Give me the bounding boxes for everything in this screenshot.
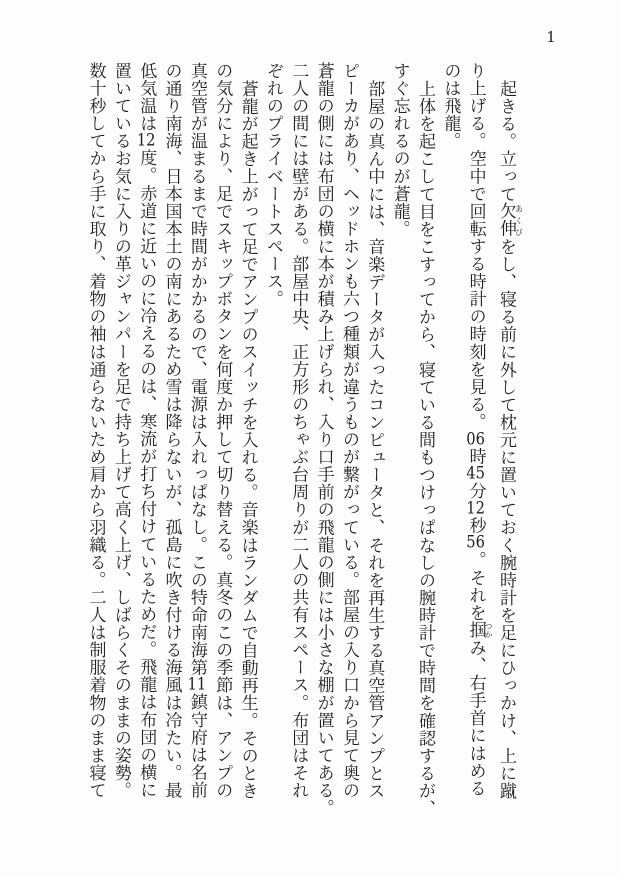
text-segment: 上体を起こして目をこすってから、寝ている間もつけっぱなしの腕時計で時間を確認するが、 (414, 79, 435, 817)
horizontal-number: 12 (136, 132, 156, 150)
text-segment: 。それを (465, 551, 486, 622)
text-line-16 (108, 62, 133, 810)
furigana-reading: つか (484, 621, 494, 640)
furigana-reading: あくび (514, 202, 524, 238)
text-segment: の気分により、足でスキップボタンを何度か押して切り替える。真冬のこの季節は、アンプの (212, 62, 233, 800)
text-segment: 部屋の真ん中には、音楽データが入ったコンピュータと、それを再生する真空管アンプとス (364, 79, 385, 800)
text-line-12 (209, 62, 234, 810)
text-segment: ピーカがあり、ヘッドホンも六つ種類が違うものが繋がっている。部屋の入り口から見て奥の (338, 62, 359, 800)
text-line-11 (234, 62, 259, 810)
text-line-3 (437, 62, 462, 810)
text-segment: 真空管が温まるまで時間がかかるので、電源は入れっぱなし。この特命南海第 (186, 62, 207, 677)
text-segment: 起きる。立って (496, 79, 516, 203)
text-segment: 分 (465, 482, 486, 500)
text-line-8 (310, 62, 335, 817)
text-line-10 (260, 62, 285, 810)
vertical-text-block (85, 62, 524, 817)
text-segment: 数十秒してから手に取り、着物の袖は通らないため肩から羽織る。二人は制服着物のまま寝て (85, 62, 106, 800)
text-line-6 (361, 62, 386, 810)
text-line-2 (462, 62, 492, 810)
text-segment: 度。赤道に近いのに冷えるのは、寒流が打ち付けているためだ。飛龍は布団の横に (136, 149, 157, 799)
horizontal-number: 06 (466, 430, 485, 448)
text-segment: のは飛龍。 (440, 62, 461, 150)
text-segment: 置いているお気に入りの革ジャンパーを足で持ち上げて高く上げ、しばらくそのままの姿勢。 (110, 62, 131, 800)
text-segment: 秒 (465, 516, 486, 535)
text-line-13 (184, 62, 209, 810)
furigana-term: 掴つか (465, 621, 494, 640)
text-line-1 (493, 62, 523, 810)
page-number: 1 (546, 28, 556, 46)
text-line-5 (386, 62, 411, 810)
text-segment: 鎮守府は名前 (186, 693, 207, 799)
text-segment: の通り南海、日本国本土の南にあるため雪は降らないが、孤島に吹き付ける海風は冷たい。最 (161, 62, 182, 800)
text-line-17 (82, 62, 107, 810)
text-segment: 時 (465, 447, 486, 466)
text-segment: 低気温は (136, 62, 157, 133)
text-line-4 (412, 62, 437, 817)
text-segment: ぞれのプライベートスペース。 (262, 62, 283, 308)
text-line-7 (336, 62, 361, 810)
text-segment: 蒼龍が起き上がって足でアンプのスイッチを入れる。音楽はランダムで自動再生。そのとき (237, 79, 258, 800)
text-segment: すぐ忘れるのが蒼龍。 (389, 62, 410, 238)
text-segment: り上げる。空中で回転する時計の時刻を見る。 (465, 62, 486, 431)
text-segment: 蒼龍の側には布団の横に本が積み上げられ、入り口手前の飛龍の側には小さな棚が置いてある。 (313, 62, 334, 817)
text-segment: み、右手首にはめる (465, 639, 486, 797)
text-line-15 (133, 62, 158, 810)
horizontal-number: 56 (466, 534, 485, 552)
text-segment: をし、寝る前に外して枕元に置いておく腕時計を足にひっかけ、上に蹴 (496, 237, 516, 800)
horizontal-number: 12 (466, 499, 485, 517)
text-line-14 (158, 62, 183, 810)
furigana-term: 欠伸あくび (496, 202, 524, 238)
text-line-9 (285, 62, 310, 810)
horizontal-number: 45 (466, 465, 485, 483)
text-segment: 二人の間には壁がある。部屋中央、正方形のちゃぶ台周りが二人の共有スペース。布団はそれ (288, 62, 309, 800)
horizontal-number: 11 (187, 676, 207, 694)
